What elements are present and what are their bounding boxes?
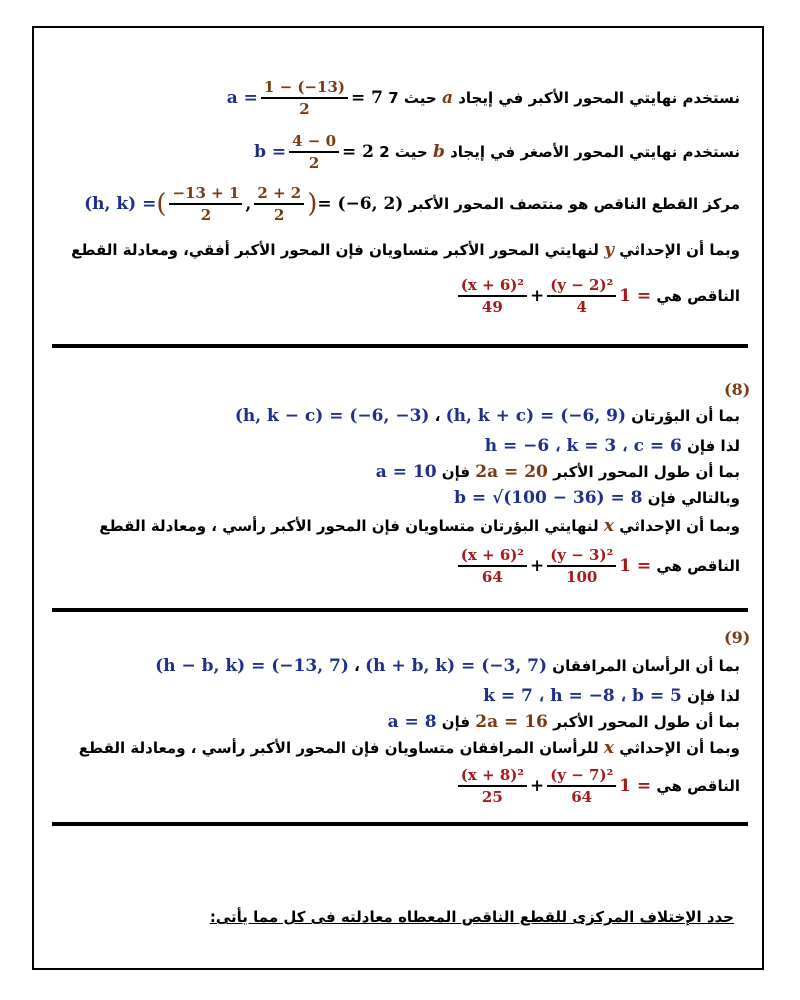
s9-values — [483, 686, 740, 706]
text: لذا فإن — [687, 437, 740, 455]
fraction-x — [458, 766, 527, 806]
math: 2a = 20 — [475, 462, 548, 482]
var-y: y — [604, 240, 614, 260]
s9-major-axis — [388, 712, 740, 732]
line-b-value — [254, 132, 740, 172]
var-x: x — [603, 516, 614, 536]
numerator: 2 + 2 — [254, 184, 304, 205]
text: بما أن طول المحور الأكبر — [553, 713, 740, 731]
text: بما أن البؤرتان — [631, 407, 740, 425]
line-center — [84, 184, 740, 224]
s8-b-value — [454, 488, 740, 508]
text: مركز القطع الناقص هو منتصف المحور الأكبر — [408, 195, 740, 213]
denominator: 4 — [576, 298, 587, 316]
equals-one: 1 = — [619, 776, 652, 796]
result: = 7 — [351, 88, 384, 108]
text: لذا فإن — [687, 687, 740, 705]
exercise-heading: حدد الإختلاف المركزى للقطع الناقص المعطاه معادلته فى كل مما يأتى: — [209, 908, 734, 926]
problem-8-label: (8) — [724, 380, 751, 399]
fraction-y — [547, 546, 616, 586]
comma: ، — [354, 657, 360, 675]
plus: + — [529, 286, 545, 306]
text: وبما أن الإحداثي — [619, 517, 740, 535]
var-a: a — [441, 88, 453, 108]
plus: + — [529, 556, 545, 576]
separator — [52, 608, 748, 612]
denominator: 2 — [308, 154, 320, 172]
text: للرأسان المرافقان متساويان فإن المحور الأكبر رأسي ، ومعادلة القطع — [78, 739, 599, 757]
b-formula — [254, 132, 374, 172]
text: بما أن طول المحور الأكبر — [553, 463, 740, 481]
s9-x-equal — [79, 738, 740, 758]
s8-values — [485, 436, 740, 456]
s8-major-axis — [376, 462, 740, 482]
numerator: −13 + 1 — [169, 184, 242, 205]
fraction-x — [458, 276, 527, 316]
text: الناقص هي — [656, 287, 740, 305]
equation — [455, 276, 651, 316]
text: حيث 7 — [388, 89, 437, 107]
numerator: (x + 6)² — [458, 276, 527, 297]
s9-vertices — [155, 656, 740, 676]
math: a = 10 — [375, 462, 437, 482]
separator — [52, 344, 748, 348]
var-x: x — [603, 738, 614, 758]
text: وبما أن الإحداثي — [619, 241, 740, 259]
close-paren: ) — [307, 189, 318, 219]
fraction — [289, 132, 339, 172]
denominator: 100 — [566, 568, 598, 586]
line-a-value — [227, 78, 740, 118]
text: حيث 2 — [379, 143, 428, 161]
text: لنهايتي البؤرتان متساويان فإن المحور الأكبر رأسي ، ومعادلة القطع — [99, 517, 599, 535]
denominator: 64 — [571, 788, 593, 806]
vertex-1: (h + b, k) = (−3, 7) — [365, 656, 548, 676]
s8-x-equal — [99, 516, 740, 536]
text: لنهايتي المحور الأكبر متساويان فإن المحور الأكبر أفقي، ومعادلة القطع — [71, 241, 599, 259]
fraction — [261, 78, 348, 118]
text: وبالتالي فإن — [647, 489, 740, 507]
denominator: 2 — [274, 206, 285, 224]
text: فإن — [441, 713, 471, 731]
vertex-2: (h − b, k) = (−13, 7) — [155, 656, 349, 676]
text: الناقص هي — [656, 777, 740, 795]
numerator: 1 − (−13) — [261, 78, 348, 99]
text: فإن — [441, 463, 471, 481]
focus-1: (h, k + c) = (−6, 9) — [445, 406, 627, 426]
denominator: 49 — [481, 298, 503, 316]
text: الناقص هي — [656, 557, 740, 575]
equals-one: 1 = — [619, 286, 652, 306]
comma: ، — [434, 407, 441, 425]
denominator: 25 — [481, 788, 503, 806]
text: بما أن الرأسان المرافقان — [552, 657, 740, 675]
equals-one: 1 = — [619, 556, 652, 576]
values: k = 7 ، h = −8 ، b = 5 — [483, 686, 682, 706]
s8-foci — [235, 406, 740, 426]
text: نستخدم نهايتي المحور الأكبر في إيجاد — [458, 89, 740, 107]
center-formula: (h, k) = ( $\frac{-13 + 1}{2}$ , $\frac{2 + 2}{2}$ ) = (−6, 2) — [84, 184, 404, 224]
a-formula — [227, 78, 383, 118]
equation — [455, 546, 651, 586]
numerator: 4 − 0 — [289, 132, 339, 153]
values: h = −6 ، k = 3 ، c = 6 — [484, 436, 682, 456]
text: نستخدم نهايتي المحور الأصغر في إيجاد — [450, 143, 740, 161]
separator — [52, 822, 748, 826]
lhs: a = — [226, 88, 258, 108]
s9-equation — [455, 766, 740, 806]
open-paren: ( — [156, 189, 167, 219]
numerator: (x + 6)² — [458, 546, 527, 567]
fraction-1 — [169, 184, 242, 224]
fraction-y — [547, 276, 616, 316]
text: وبما أن الإحداثي — [619, 739, 740, 757]
fraction-2 — [254, 184, 304, 224]
fraction-y — [547, 766, 616, 806]
result: = (−6, 2) — [317, 194, 404, 214]
denominator: 64 — [481, 568, 503, 586]
math: b = √(100 − 36) = 8 — [454, 488, 643, 508]
equation — [455, 766, 651, 806]
math: 2a = 16 — [475, 712, 548, 732]
result: = 2 — [342, 142, 375, 162]
hk: (h, k) = — [84, 194, 157, 214]
numerator: (y − 7)² — [547, 766, 616, 787]
problem-9-label: (9) — [724, 628, 751, 647]
numerator: (y − 2)² — [547, 276, 616, 297]
fraction-x — [458, 546, 527, 586]
math: a = 8 — [387, 712, 437, 732]
numerator: (x + 8)² — [458, 766, 527, 787]
line-equation-7 — [455, 276, 740, 316]
denominator: 2 — [299, 100, 310, 118]
plus: + — [529, 776, 545, 796]
lhs: b = — [254, 142, 287, 162]
var-b: b — [432, 142, 445, 162]
line-y-equal — [71, 240, 740, 260]
focus-2: (h, k − c) = (−6, −3) — [234, 406, 430, 426]
s8-equation — [455, 546, 740, 586]
numerator: (y − 3)² — [547, 546, 616, 567]
denominator: 2 — [200, 206, 212, 224]
